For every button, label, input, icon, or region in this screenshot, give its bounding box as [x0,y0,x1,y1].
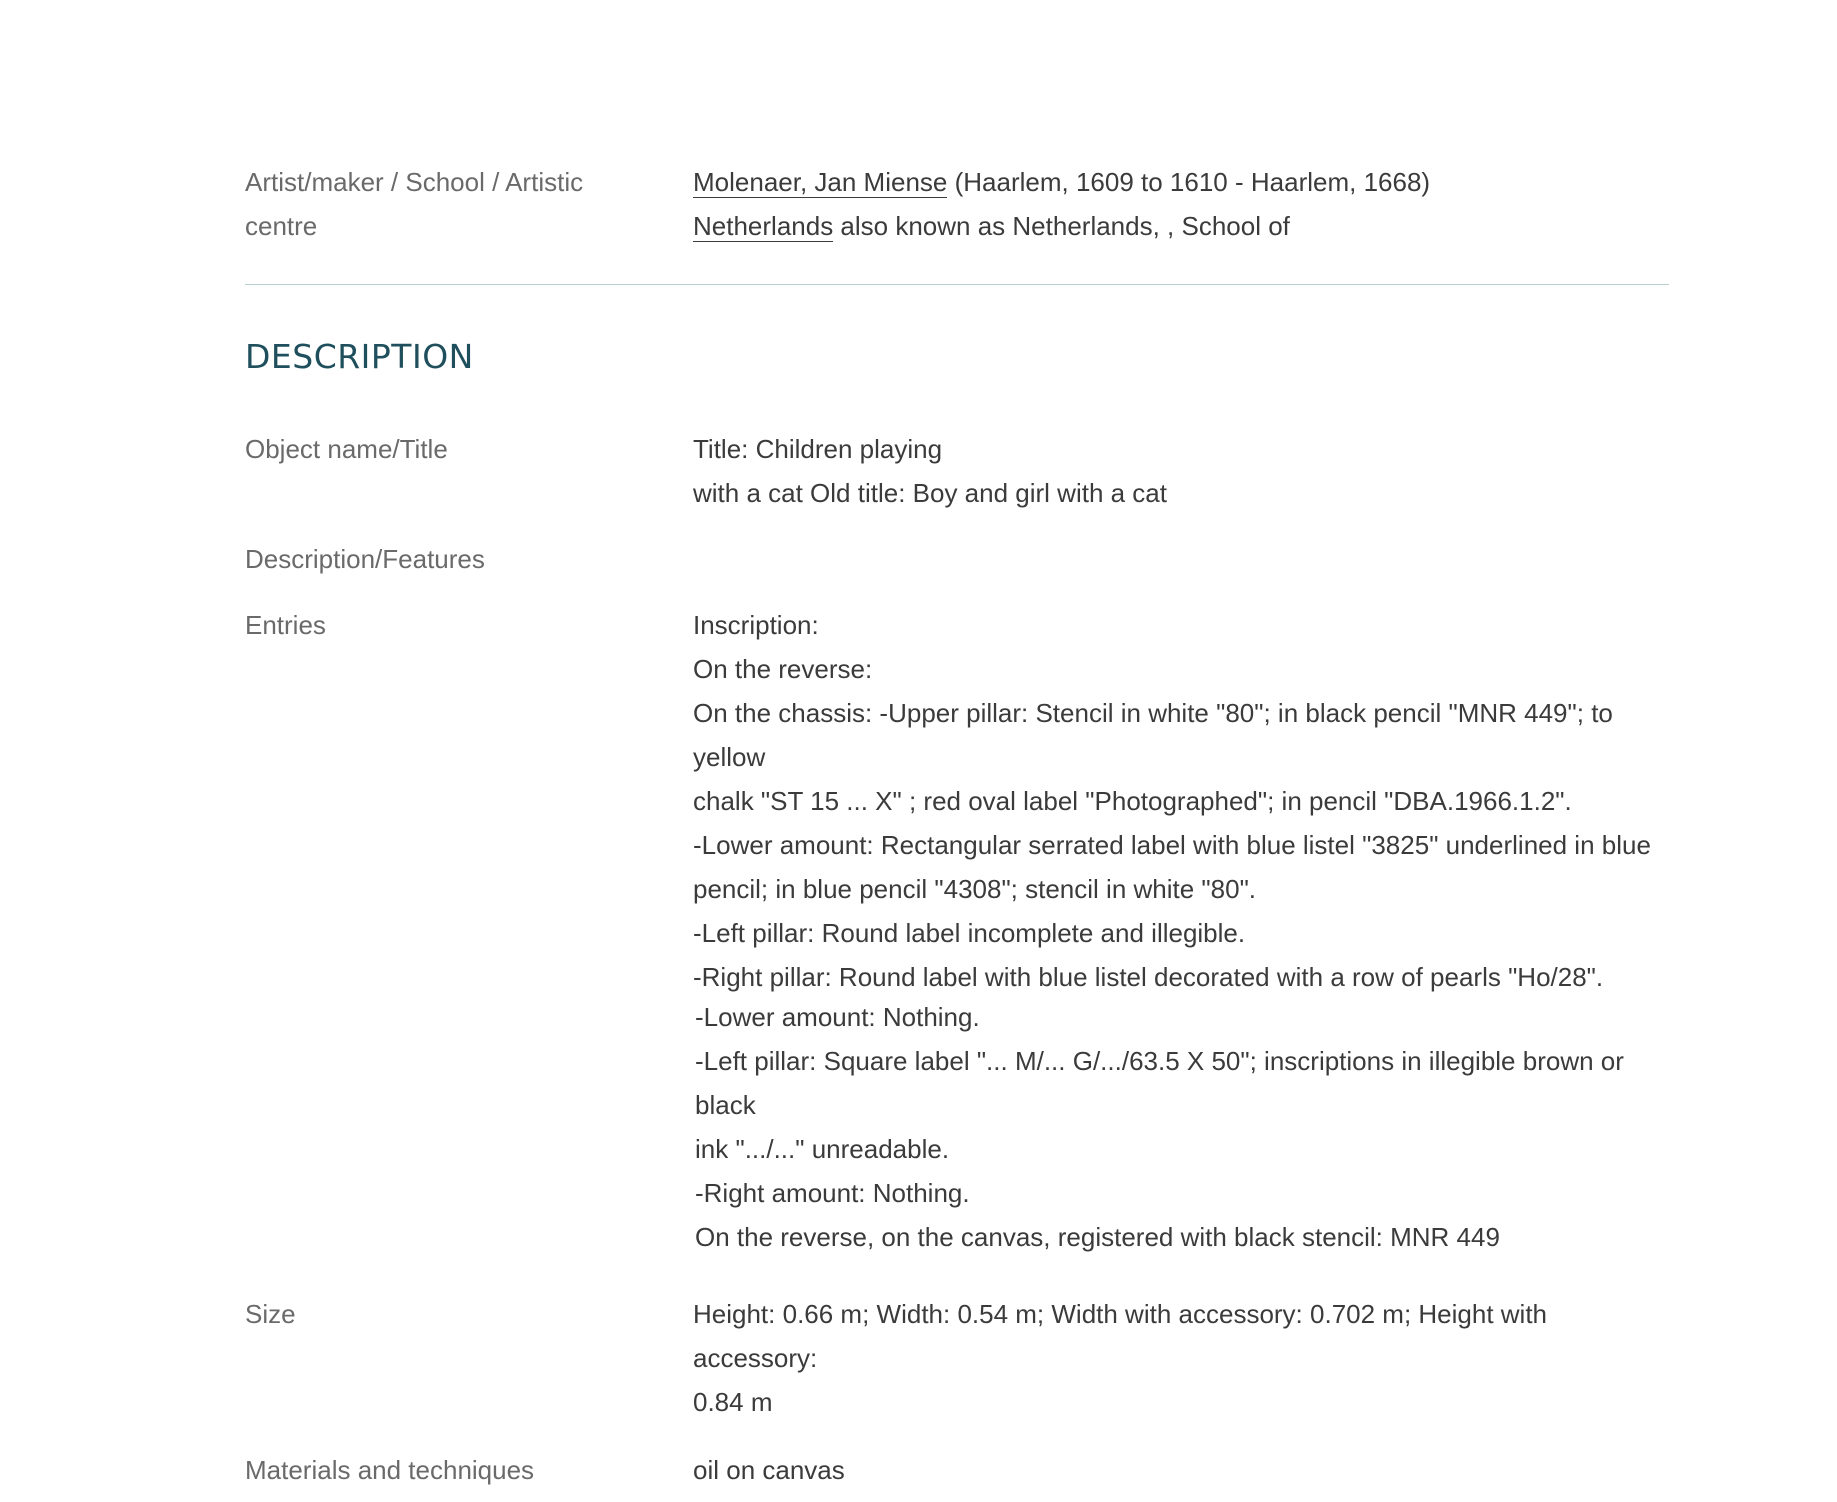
artist-value [693,160,1669,248]
size-row [245,1292,1669,1424]
object-name-label: Object name/Title [245,434,448,464]
size-label: Size [245,1299,296,1329]
materials-row [245,1448,1669,1492]
entries-value [693,603,1669,1259]
school-details: also known as Netherlands, , School of [833,211,1290,241]
entries-line: On the chassis: -Upper pillar: Stencil in white "80"; in black pencil "MNR 449"; to yellow [693,698,1613,772]
school-link[interactable]: Netherlands [693,211,834,241]
entries-label: Entries [245,610,326,640]
object-name-line: with a cat Old title: Boy and girl with a cat [693,478,1167,508]
entries-line: On the reverse: [693,654,873,684]
object-name-value [693,427,1669,515]
artist-label-line1: Artist/maker / School / Artistic [245,167,584,197]
school-line [693,204,1669,248]
size-line: Height: 0.66 m; Width: 0.54 m; Width with accessory: 0.702 m; Height with accessory: [693,1299,1548,1373]
entries-line: ink ".../..." unreadable. [695,1134,950,1164]
entries-row [245,603,1669,1259]
materials-value: oil on canvas [693,1455,845,1485]
entries-line: -Left pillar: Round label incomplete and illegible. [693,918,1246,948]
entries-line: chalk "ST 15 ... X" ; red oval label "Photographed"; in pencil "DBA.1966.1.2". [693,786,1572,816]
maker-line [693,160,1669,204]
materials-label: Materials and techniques [245,1455,535,1485]
entries-line: -Lower amount: Rectangular serrated label with blue listel "3825" underlined in blue [693,830,1651,860]
object-name-line: Title: Children playing [693,434,943,464]
object-name-row [245,427,1669,515]
maker-details: (Haarlem, 1609 to 1610 - Haarlem, 1668) [947,167,1431,197]
description-section-title: DESCRIPTION [245,337,474,376]
features-label: Description/Features [245,544,485,574]
record-details [245,160,1669,1492]
maker-link[interactable]: Molenaer, Jan Miense [693,167,948,197]
size-line: 0.84 m [693,1387,773,1417]
entries-line: Inscription: [693,610,819,640]
artist-label [245,160,693,248]
entries-line: -Lower amount: Nothing. [695,1002,980,1032]
section-divider [245,284,1669,285]
entries-line: -Left pillar: Square label "... M/... G/.../63.5 X 50"; inscriptions in illegible brown or black [695,1046,1624,1120]
size-value [693,1292,1669,1424]
entries-line: pencil; in blue pencil "4308"; stencil in white "80". [693,874,1257,904]
artist-row [245,160,1669,248]
entries-line: On the reverse, on the canvas, registered with black stencil: MNR 449 [695,1222,1500,1252]
entries-line: -Right pillar: Round label with blue listel decorated with a row of pearls "Ho/28". [693,962,1604,992]
entries-line: -Right amount: Nothing. [695,1178,970,1208]
features-row [245,537,1669,581]
artist-label-line2: centre [245,211,318,241]
